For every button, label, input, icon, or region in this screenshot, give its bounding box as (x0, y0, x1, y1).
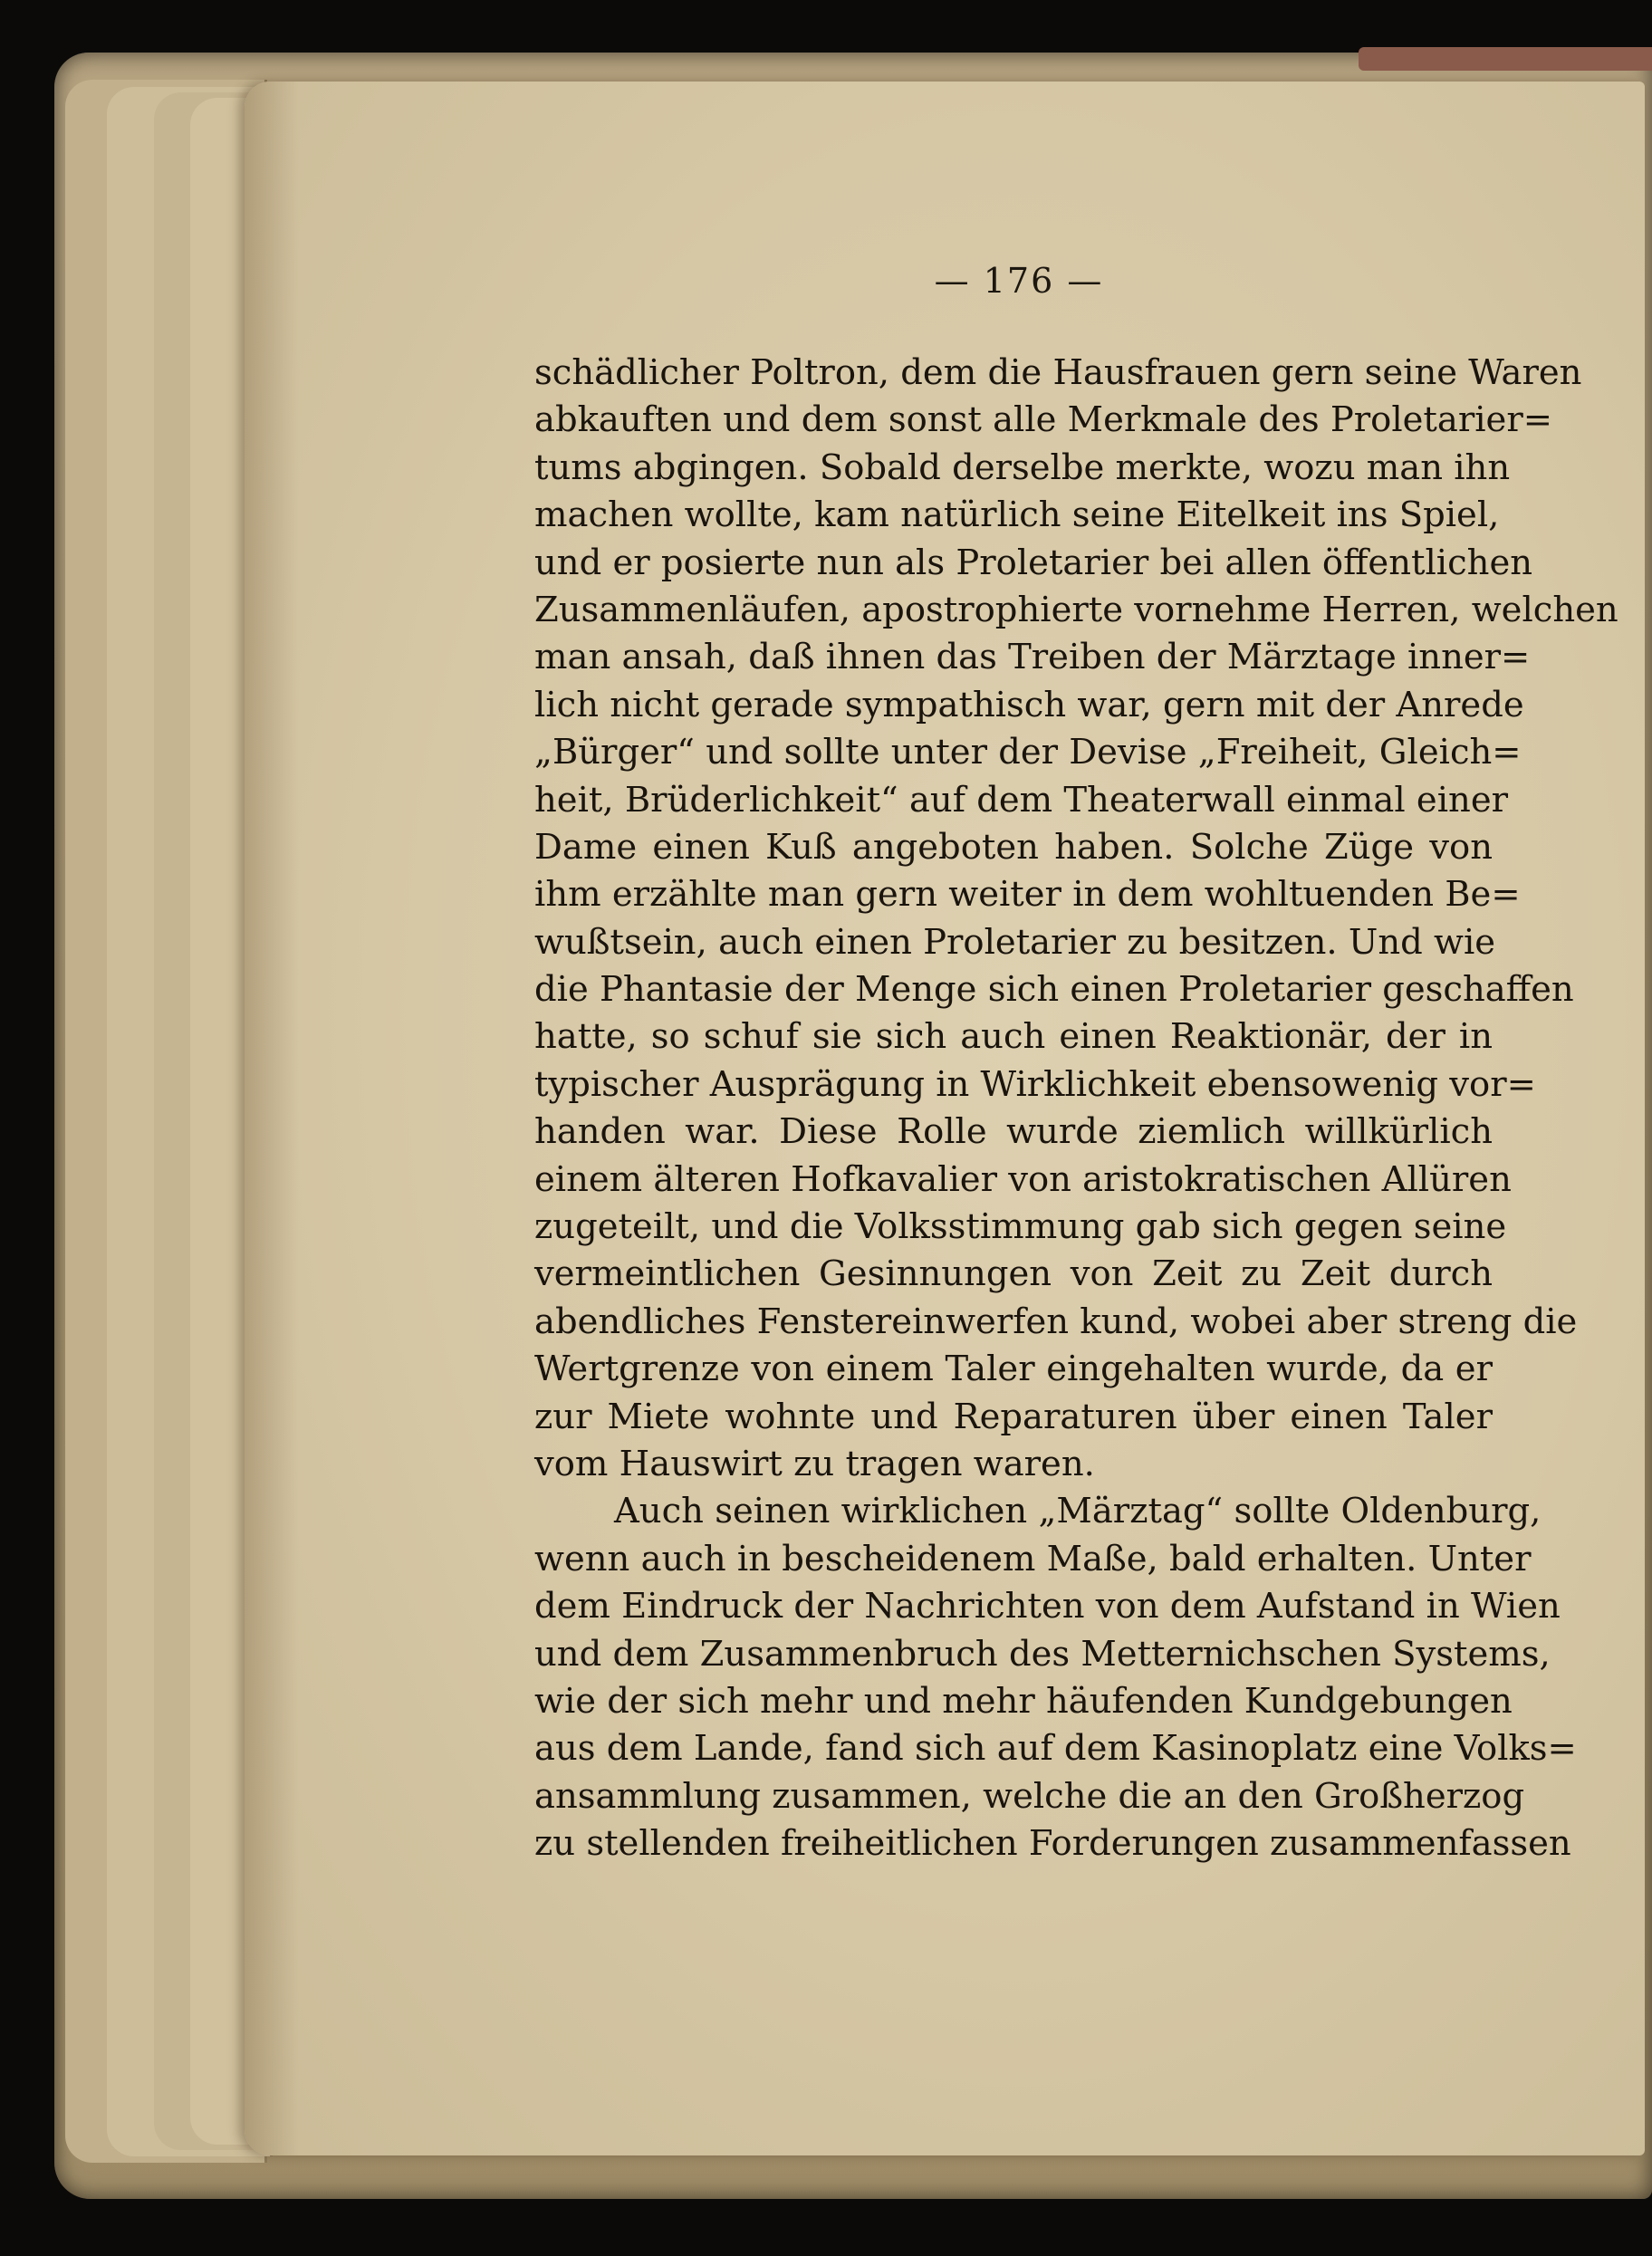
text-line: typischer Ausprägung in Wirklichkeit ebensowenig vor= (534, 1063, 1536, 1105)
text-line: man ansah, daß ihnen das Treiben der Märztage inner= (534, 637, 1531, 678)
text-line: handen war. Diese Rolle wurde ziemlich willkürlich (534, 1111, 1493, 1153)
text-line: machen wollte, kam natürlich seine Eitelkeit ins Spiel, (534, 494, 1500, 536)
page-number: — 176 — (934, 261, 1104, 301)
body-text (534, 350, 1618, 1868)
text-line: Zusammenläufen, apostrophierte vornehme Herren, welchen (534, 589, 1618, 630)
text-line: zugeteilt, und die Volksstimmung gab sich gegen seine (534, 1206, 1507, 1248)
text-line: die Phantasie der Menge sich einen Proletarier geschaffen (534, 969, 1574, 1011)
text-line: dem Eindruck der Nachrichten von dem Aufstand in Wien (534, 1586, 1561, 1627)
text-line: abendliches Fenstereinwerfen kund, wobei aber streng die (534, 1301, 1578, 1342)
text-line: zur Miete wohnte und Reparaturen über einen Taler (534, 1396, 1493, 1437)
text-line: zu stellenden freiheitlichen Forderungen zusammenfassen (534, 1823, 1571, 1865)
text-line: aus dem Lande, fand sich auf dem Kasinoplatz eine Volks= (534, 1728, 1577, 1770)
text-line: ihm erzählte man gern weiter in dem wohltuenden Be= (534, 874, 1521, 916)
spine-shadow (245, 82, 299, 2155)
text-line: heit, Brüderlichkeit“ auf dem Theaterwall einmal einer (534, 779, 1509, 821)
text-line: und er posierte nun als Proletarier bei allen öffentlichen (534, 542, 1533, 583)
text-line: wußtsein, auch einen Proletarier zu besitzen. Und wie (534, 921, 1496, 963)
text-line: hatte, so schuf sie sich auch einen Reaktionär, der in (534, 1016, 1493, 1058)
text-line: abkauften und dem sonst alle Merkmale des Proletarier= (534, 399, 1553, 441)
text-line: „Bürger“ und sollte unter der Devise „Freiheit, Gleich= (534, 732, 1522, 773)
text-line: ansammlung zusammen, welche die an den Großherzog (534, 1775, 1525, 1817)
text-line: wenn auch in bescheidenem Maße, bald erhalten. Unter (534, 1538, 1532, 1579)
text-line: Wertgrenze von einem Taler eingehalten wurde, da er (534, 1349, 1493, 1390)
text-line: tums abgingen. Sobald derselbe merkte, wozu man ihn (534, 446, 1511, 488)
text-line: wie der sich mehr und mehr häufenden Kundgebungen (534, 1680, 1513, 1722)
text-line: und dem Zusammenbruch des Metternichschen Systems, (534, 1633, 1551, 1675)
cover-edge-stain (1359, 47, 1652, 71)
text-line: vom Hauswirt zu tragen waren. (534, 1443, 1095, 1484)
text-line: vermeintlichen Gesinnungen von Zeit zu Zeit durch (534, 1253, 1493, 1295)
text-line: Dame einen Kuß angeboten haben. Solche Züge von (534, 826, 1493, 868)
text-line: schädlicher Poltron, dem die Hausfrauen gern seine Waren (534, 352, 1582, 393)
text-line: einem älteren Hofkavalier von aristokratischen Allüren (534, 1158, 1512, 1200)
text-line: lich nicht gerade sympathisch war, gern mit der Anrede (534, 684, 1524, 725)
text-line: Auch seinen wirklichen „Märztag“ sollte Oldenburg, (614, 1491, 1542, 1532)
